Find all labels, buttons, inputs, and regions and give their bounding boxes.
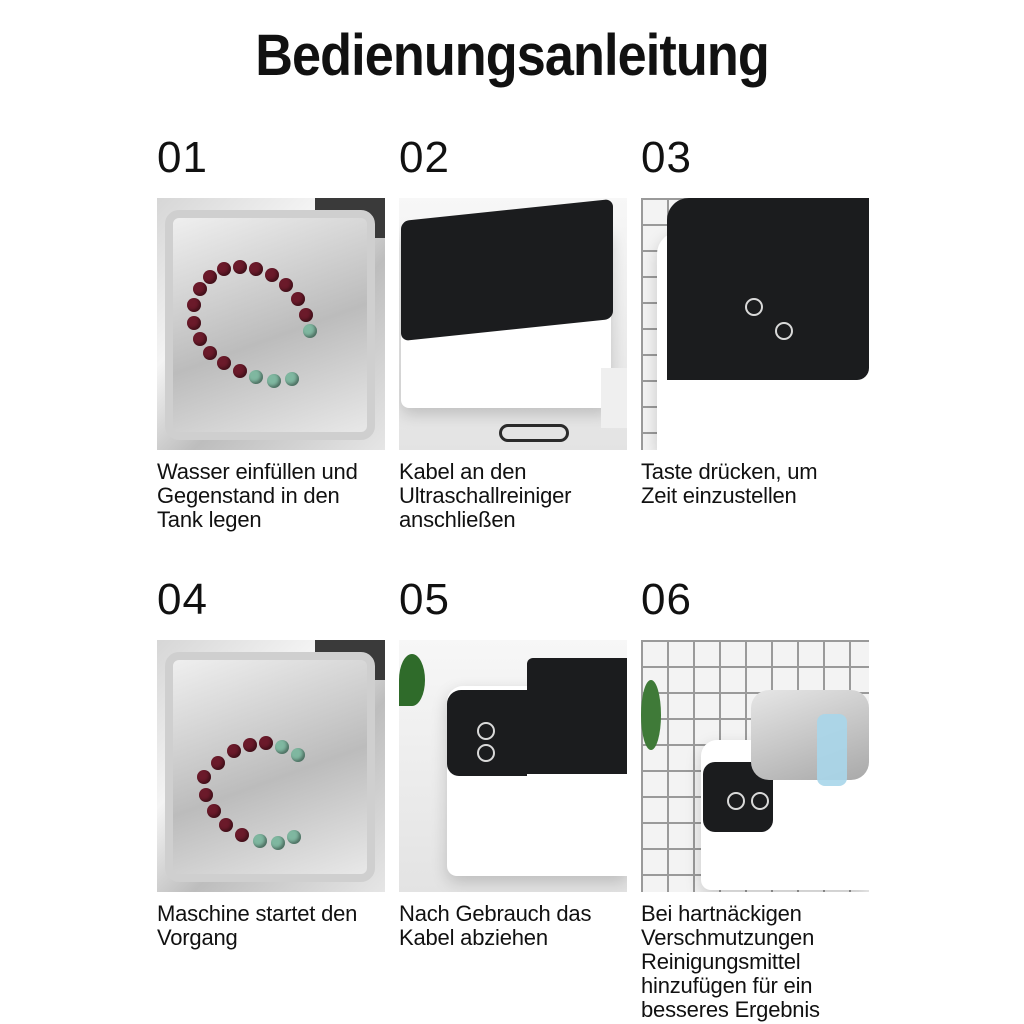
step-photo-jewelry-cleaning xyxy=(157,640,385,892)
step-photo-device-buttons-closeup xyxy=(641,198,869,450)
step-04 xyxy=(157,575,385,950)
step-photo-device-spray xyxy=(641,640,869,892)
step-number: 05 xyxy=(399,575,450,624)
step-caption: Bei hartnäckigen Verschmutzungen Reinigungsmittel hinzufügen für ein besseres Ergebnis xyxy=(641,901,820,1022)
step-number: 02 xyxy=(399,133,450,182)
step-06 xyxy=(641,575,869,1022)
step-number: 06 xyxy=(641,575,692,624)
step-caption: Taste drücken, um Zeit einzustellen xyxy=(641,459,818,508)
page-title: Bedienungsanleitung xyxy=(255,23,769,88)
step-photo-jewelry-in-tank xyxy=(157,198,385,450)
step-03 xyxy=(641,133,869,508)
step-photo-device-closed xyxy=(399,198,627,450)
step-caption: Nach Gebrauch das Kabel abziehen xyxy=(399,901,592,950)
step-05 xyxy=(399,575,627,950)
step-photo-device-side xyxy=(399,640,627,892)
step-caption: Wasser einfüllen und Gegenstand in den Tank legen xyxy=(157,459,358,532)
step-caption: Kabel an den Ultraschallreiniger anschließen xyxy=(399,459,572,532)
step-number: 03 xyxy=(641,133,692,182)
step-caption: Maschine startet den Vorgang xyxy=(157,901,358,950)
step-02 xyxy=(399,133,627,532)
step-number: 04 xyxy=(157,575,208,624)
step-01 xyxy=(157,133,385,532)
step-number: 01 xyxy=(157,133,208,182)
